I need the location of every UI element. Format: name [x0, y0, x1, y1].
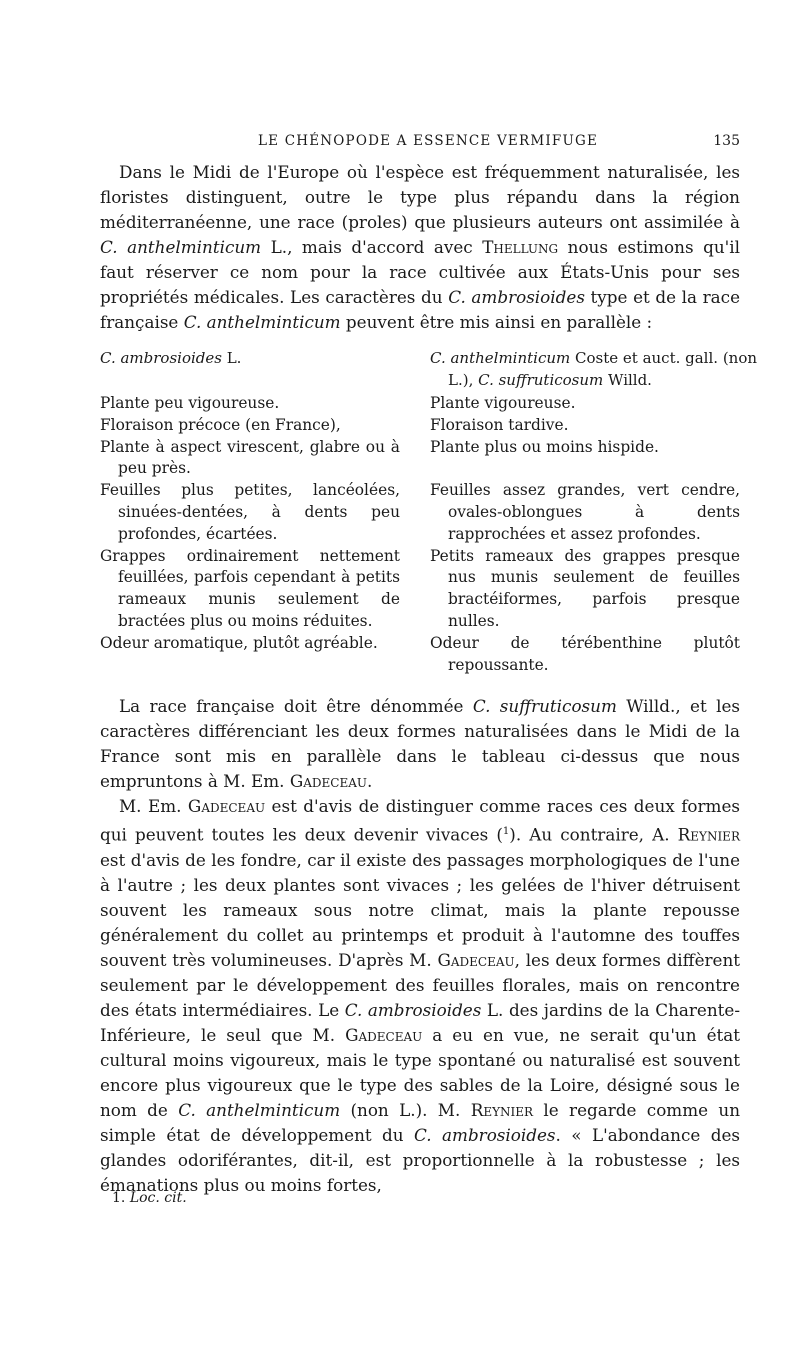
- author-abbrev: Willd.: [603, 371, 652, 389]
- species-name: C. anthelminticum: [100, 237, 262, 257]
- footnote-text: Loc. cit.: [129, 1190, 187, 1206]
- body-paragraph-1: [100, 694, 740, 794]
- text-run: La race française doit être dénommée: [119, 696, 473, 716]
- author-abbrev: L.: [221, 349, 242, 367]
- species-name: C. anthelminticum: [178, 1099, 341, 1120]
- intro-paragraph: [100, 160, 740, 335]
- text-run: M. Em.: [119, 796, 188, 816]
- species-name: C. ambrosioides: [448, 287, 585, 307]
- page-number: 135: [713, 133, 740, 149]
- table-cell: Feuilles plus petites, lancéolées, sinuées-dentées, à dents peu profondes, écartées.: [100, 481, 400, 543]
- text-run: a eu en vue, ne serait qu'un état cultural moins vigoureux, mais le type spontané ou naturalisé est souvent encore plus vigoureux que le type des sables de la Loire, désigné sous le nom de: [100, 1024, 740, 1120]
- intro-text-2: L., mais d'accord avec: [261, 237, 483, 257]
- table-cell: Feuilles assez grandes, vert cendre, ovales-oblongues à dents rapprochées et assez profondes.: [430, 481, 740, 543]
- intro-text-1: Dans le Midi de l'Europe où l'espèce est fréquemment naturalisée, les floristes distinguent, outre le type plus répandu dans la région méditerranéenne, une race (proles) que plusieurs auteurs ont assimilée à: [100, 162, 740, 232]
- body-paragraph-2: [100, 794, 740, 1198]
- text-run: , les deux formes diffèrent seulement par le développement des feuilles florales, mais on rencontre des états intermédiaires. Le: [100, 949, 741, 1020]
- text-run: .: [367, 771, 373, 791]
- text-run: est d'avis de distinguer comme races ces deux formes qui peuvent toutes les deux devenir vivaces (: [100, 796, 740, 845]
- author-name: Gadeceau: [187, 796, 266, 816]
- intro-text-5: peuvent être mis ainsi en parallèle :: [340, 312, 653, 332]
- text-run: ). Au contraire, A.: [509, 824, 678, 845]
- table-cell: Petits rameaux des grappes presque nus munis seulement de feuilles bractéiformes, parfois presque nulles.: [430, 546, 740, 630]
- species-name: C. ambrosioides: [414, 1124, 556, 1145]
- table-cell: Odeur de térébenthine plutôt repoussante.: [430, 633, 740, 674]
- text-run: . « L'abondance des glandes odoriférantes, dit-il, est proportionnelle à la robustesse ; les émanations plus ou moins fortes,: [100, 1124, 740, 1195]
- footnote-number: 1.: [112, 1190, 126, 1206]
- text-run: L. des jardins de la Charente-Inférieure, le seul que M.: [100, 999, 740, 1045]
- running-title: LE CHÉNOPODE A ESSENCE VERMIFUGE: [258, 133, 599, 149]
- text-run: le regarde comme un simple état de développement du: [100, 1099, 741, 1145]
- species-name: C. anthelminticum: [430, 349, 571, 367]
- author-name: Reynier: [470, 1099, 534, 1120]
- table-cell: Odeur aromatique, plutôt agréable.: [100, 633, 378, 652]
- table-cell: Plante vigoureuse.: [430, 394, 576, 412]
- table-left-column: [100, 393, 400, 655]
- species-name: C. ambrosioides: [100, 349, 222, 367]
- intro-text-3: nous estimons qu'il faut réserver ce nom pour la race cultivée aux États-Unis pour ses propriétés médicales. Les caractères du: [100, 237, 740, 307]
- text-run: (non L.). M.: [340, 1099, 471, 1120]
- heading-text: Coste et auct. gall. (non L.),: [448, 349, 758, 389]
- body-text: [100, 694, 740, 1198]
- species-name: C. anthelminticum: [183, 312, 341, 332]
- table-cell: Plante peu vigoureuse.: [100, 394, 280, 412]
- author-name: Gadeceau: [437, 949, 515, 970]
- table-cell: Floraison précoce (en France),: [100, 415, 341, 434]
- footnote-ref[interactable]: 1: [502, 826, 510, 837]
- species-name: C. suffruticosum: [478, 371, 604, 389]
- table-left-heading: [100, 347, 241, 369]
- author-name: Gadeceau: [345, 1024, 423, 1045]
- table-right-heading: [430, 347, 758, 391]
- species-name: C. ambrosioides: [344, 999, 482, 1020]
- table-right-column: [430, 393, 740, 676]
- running-header: [100, 133, 740, 153]
- author-name: Gadeceau: [289, 771, 368, 791]
- table-cell: Grappes ordinairement nettement feuillées, parfois cependant à petits rameaux munis seulement de bractées plus ou moins réduites.: [100, 546, 400, 630]
- table-cell: Plante plus ou moins hispide.: [430, 437, 659, 456]
- author-name: Reynier: [677, 824, 740, 845]
- text-run: Willd., et les caractères différenciant les deux formes naturalisées dans le Midi de la France sont mis en parallèle dans le tableau ci-dessus que nous empruntons à M. Em.: [100, 696, 740, 791]
- table-cell: Floraison tardive.: [430, 415, 569, 434]
- intro-text-4: type et de la race française: [100, 287, 740, 332]
- species-name: C. suffruticosum: [472, 696, 617, 716]
- text-run: est d'avis de les fondre, car il existe des passages morphologiques de l'une à l'autre ; les deux plantes sont vivaces ; les gelées de l'hiver détruisent souvent les rameaux sous notre climat, mais la plante repousse généralement du collet au printemps et produit à l'automne des touffes souvent très volumineuses. D'après M.: [100, 849, 740, 970]
- table-cell: Plante à aspect virescent, glabre ou à peu près.: [100, 437, 400, 478]
- footnote: [112, 1190, 187, 1206]
- author-name: Thellung: [482, 237, 559, 257]
